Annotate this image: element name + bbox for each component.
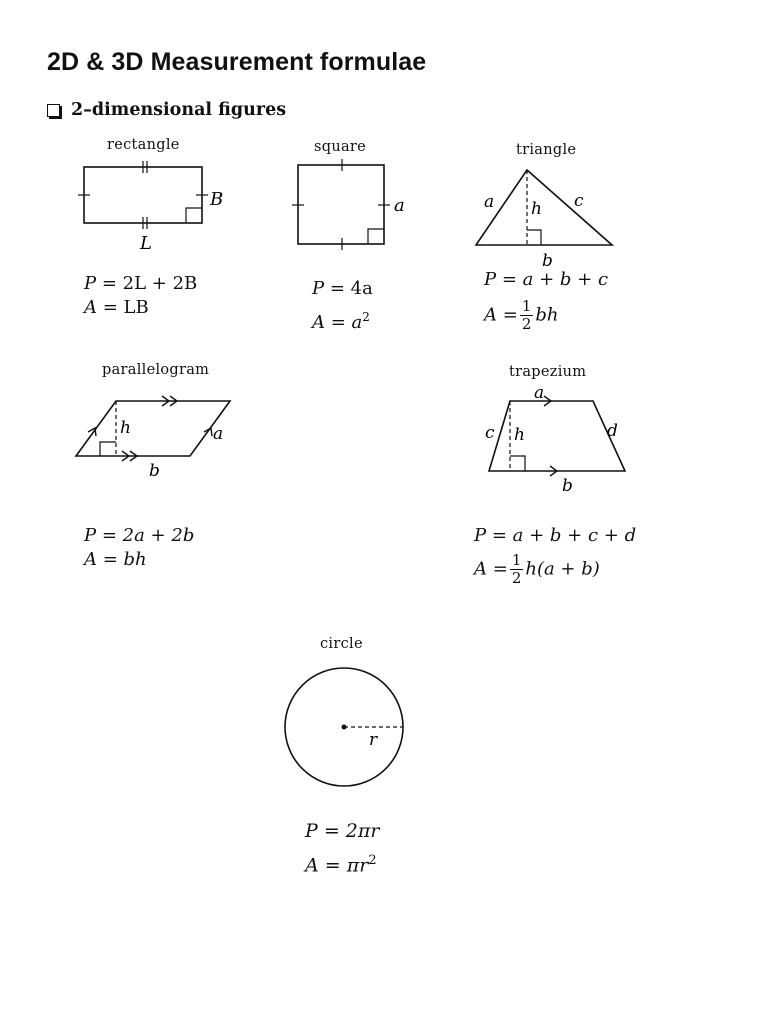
square-formulas bbox=[312, 275, 373, 337]
rectangle-side-l: L bbox=[140, 233, 152, 254]
circle-formulas bbox=[305, 816, 379, 880]
rectangle-side-b: B bbox=[210, 189, 224, 210]
square-diagram bbox=[290, 155, 420, 255]
parallelogram-side-b: b bbox=[149, 461, 160, 481]
rectangle-formulas bbox=[84, 272, 197, 320]
parallelogram-label: parallelogram bbox=[102, 362, 210, 378]
parallelogram-side-a: a bbox=[213, 424, 224, 444]
circle-diagram bbox=[278, 664, 414, 796]
parallelogram-perimeter: P = 2a + 2b bbox=[84, 525, 195, 546]
square-label: square bbox=[314, 139, 367, 155]
parallelogram-formulas bbox=[84, 524, 194, 572]
square-area: $A = a^2$ bbox=[312, 310, 370, 333]
rectangle-label: rectangle bbox=[107, 137, 180, 153]
trapezium-side-b: b bbox=[562, 476, 573, 496]
trapezium-formulas bbox=[474, 524, 636, 587]
square-perimeter: P = 4a bbox=[312, 278, 373, 299]
trapezium-side-d: d bbox=[607, 421, 618, 441]
triangle-side-c: c bbox=[574, 191, 584, 211]
parallelogram-diagram bbox=[70, 388, 240, 483]
rectangle-diagram bbox=[70, 150, 240, 260]
square-side-a: a bbox=[394, 195, 405, 216]
triangle-diagram bbox=[470, 162, 620, 274]
trapezium-side-a: a bbox=[534, 384, 545, 403]
trapezium-label: trapezium bbox=[509, 364, 587, 380]
parallelogram-height-h: h bbox=[120, 418, 131, 438]
trapezium-side-c: c bbox=[485, 423, 495, 443]
triangle-area: A = $\frac{1}{2}$ bh bbox=[484, 297, 559, 333]
triangle-height-h: h bbox=[531, 199, 542, 219]
circle-label: circle bbox=[320, 636, 363, 652]
triangle-formulas bbox=[484, 268, 608, 333]
triangle-label: triangle bbox=[516, 142, 577, 158]
section-heading-text: 2–dimensional figures bbox=[71, 100, 287, 120]
parallelogram-area: A = bh bbox=[84, 549, 147, 570]
checkbox-bullet-icon bbox=[47, 104, 60, 117]
trapezium-diagram bbox=[480, 384, 640, 496]
circle-radius-r: r bbox=[369, 730, 378, 750]
triangle-perimeter: P = a + b + c bbox=[484, 269, 609, 290]
circle-area: $A = \pi r^2$ bbox=[305, 853, 377, 877]
section-heading bbox=[47, 100, 286, 120]
triangle-side-a: a bbox=[484, 192, 495, 212]
rectangle-perimeter: P = 2L + 2B bbox=[84, 273, 198, 294]
rectangle-area: A = LB bbox=[84, 297, 149, 318]
triangle-side-b: b bbox=[542, 251, 553, 271]
trapezium-height-h: h bbox=[514, 425, 525, 445]
page-title: 2D & 3D Measurement formulae bbox=[47, 48, 427, 76]
circle-perimeter: P = 2πr bbox=[305, 820, 380, 842]
trapezium-perimeter: P = a + b + c + d bbox=[474, 525, 637, 546]
trapezium-area: A = $\frac{1}{2}$ h(a + b) bbox=[474, 551, 600, 587]
